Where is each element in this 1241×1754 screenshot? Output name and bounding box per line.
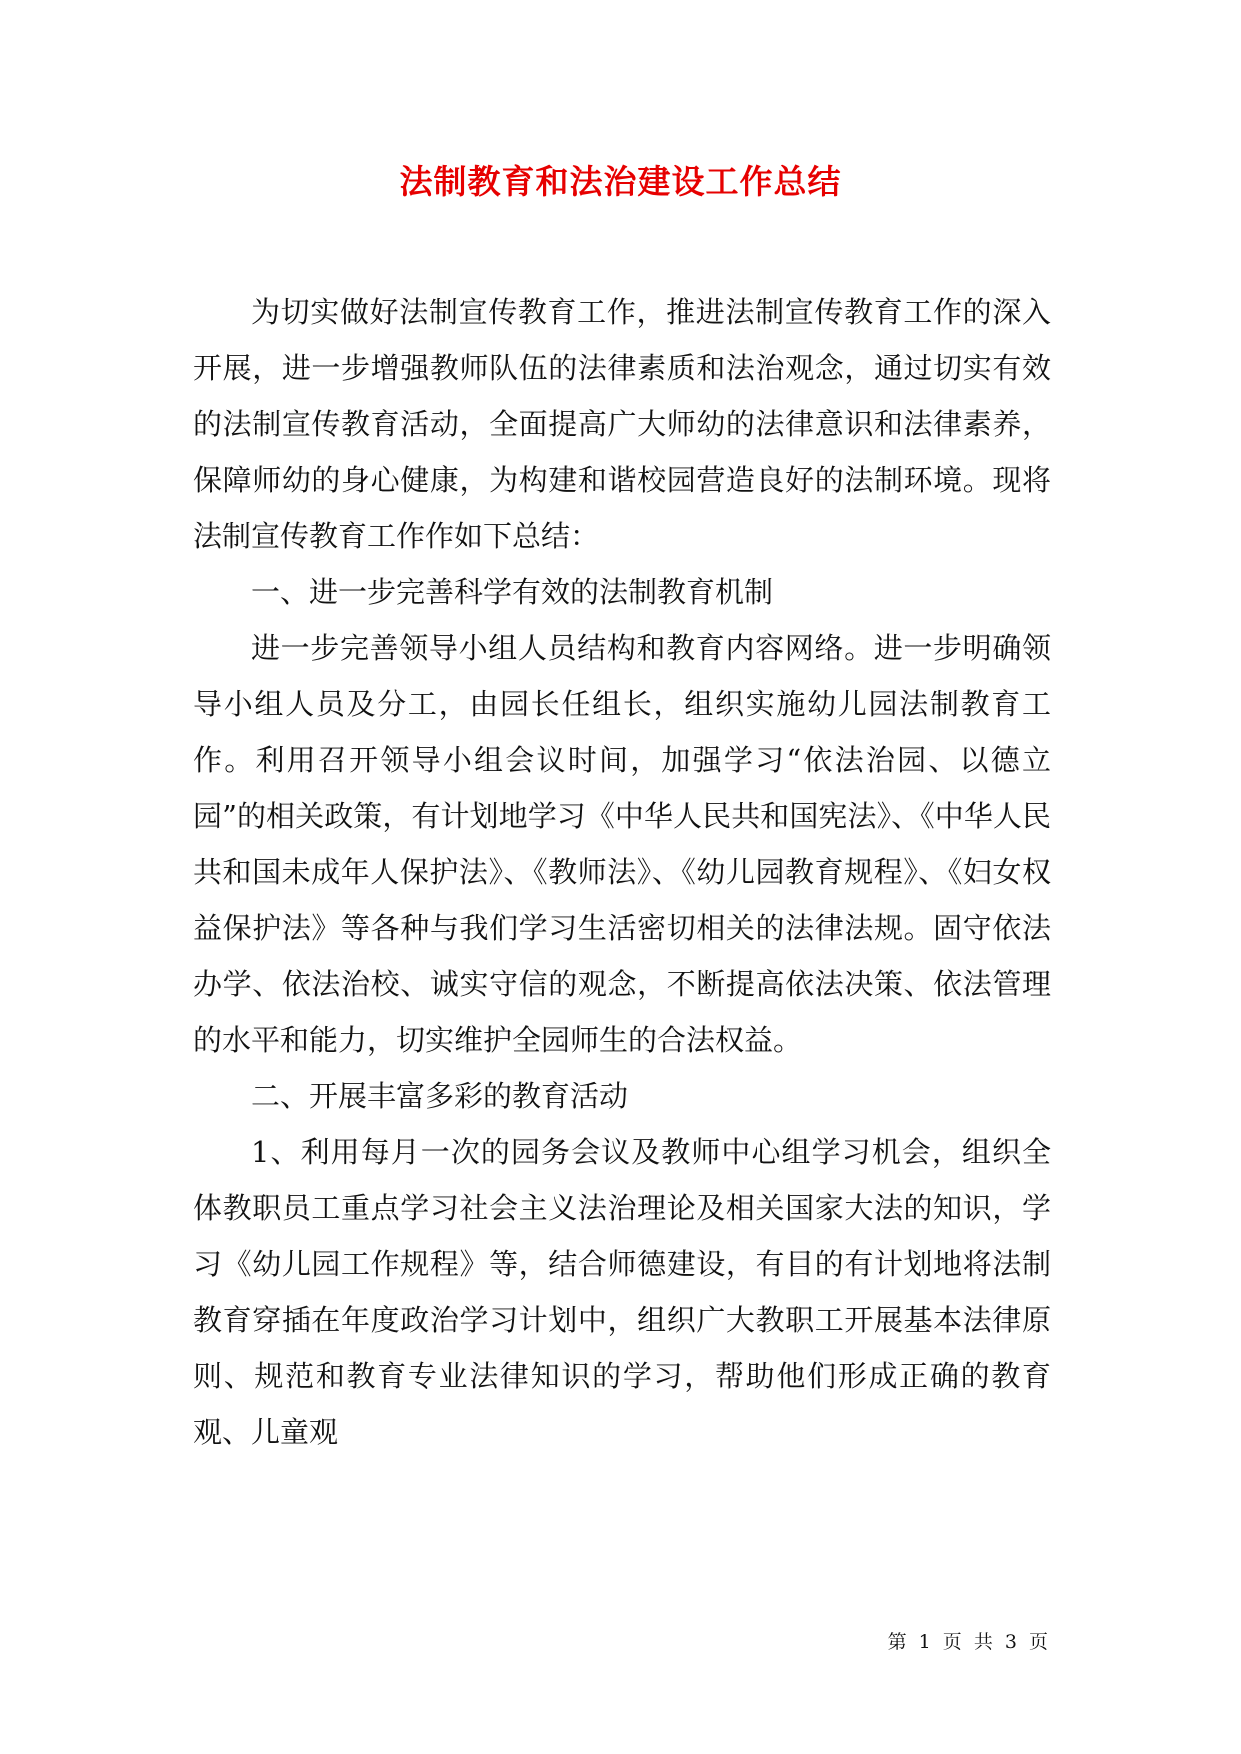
section-heading-1: 一、进一步完善科学有效的法制教育机制 [251, 575, 774, 609]
paragraph-section-2-item-1: 1、利用每月一次的园务会议及教师中心组学习机会，组织全体教职员工重点学习社会主义法治理论及相关国家大法的知识，学习《幼儿园工作规程》等，结合师德建设，有目的有计划地将法制教育穿插在年度政治学习计划中，组织广大教职工开展基本法律原则、规范和教育专业法律知识的学习，帮助他们形成正确的教育观、儿童观 [193, 1135, 1051, 1449]
document-title: 法制教育和法治建设工作总结 [399, 162, 842, 201]
document-body [193, 284, 1051, 1460]
page-number-footer: 第 1 页 共 3 页 [887, 1631, 1051, 1653]
paragraph-section-1: 进一步完善领导小组人员结构和教育内容网络。进一步明确领导小组人员及分工，由园长任组长，组织实施幼儿园法制教育工作。利用召开领导小组会议时间，加强学习“依法治园、以德立园”的相关政策，有计划地学习《中华人民共和国宪法》、《中华人民共和国未成年人保护法》、《教师法》、《幼儿园教育规程》、《妇女权益保护法》等各种与我们学习生活密切相关的法律法规。固守依法办学、依法治校、诚实守信的观念，不断提高依法决策、依法管理的水平和能力，切实维护全园师生的合法权益。 [193, 631, 1051, 1057]
section-heading-2: 二、开展丰富多彩的教育活动 [251, 1079, 629, 1113]
paragraph-intro: 为切实做好法制宣传教育工作，推进法制宣传教育工作的深入开展，进一步增强教师队伍的法律素质和法治观念，通过切实有效的法制宣传教育活动，全面提高广大师幼的法律意识和法律素养，保障师幼的身心健康，为构建和谐校园营造良好的法制环境。现将法制宣传教育工作作如下总结： [193, 295, 1051, 553]
